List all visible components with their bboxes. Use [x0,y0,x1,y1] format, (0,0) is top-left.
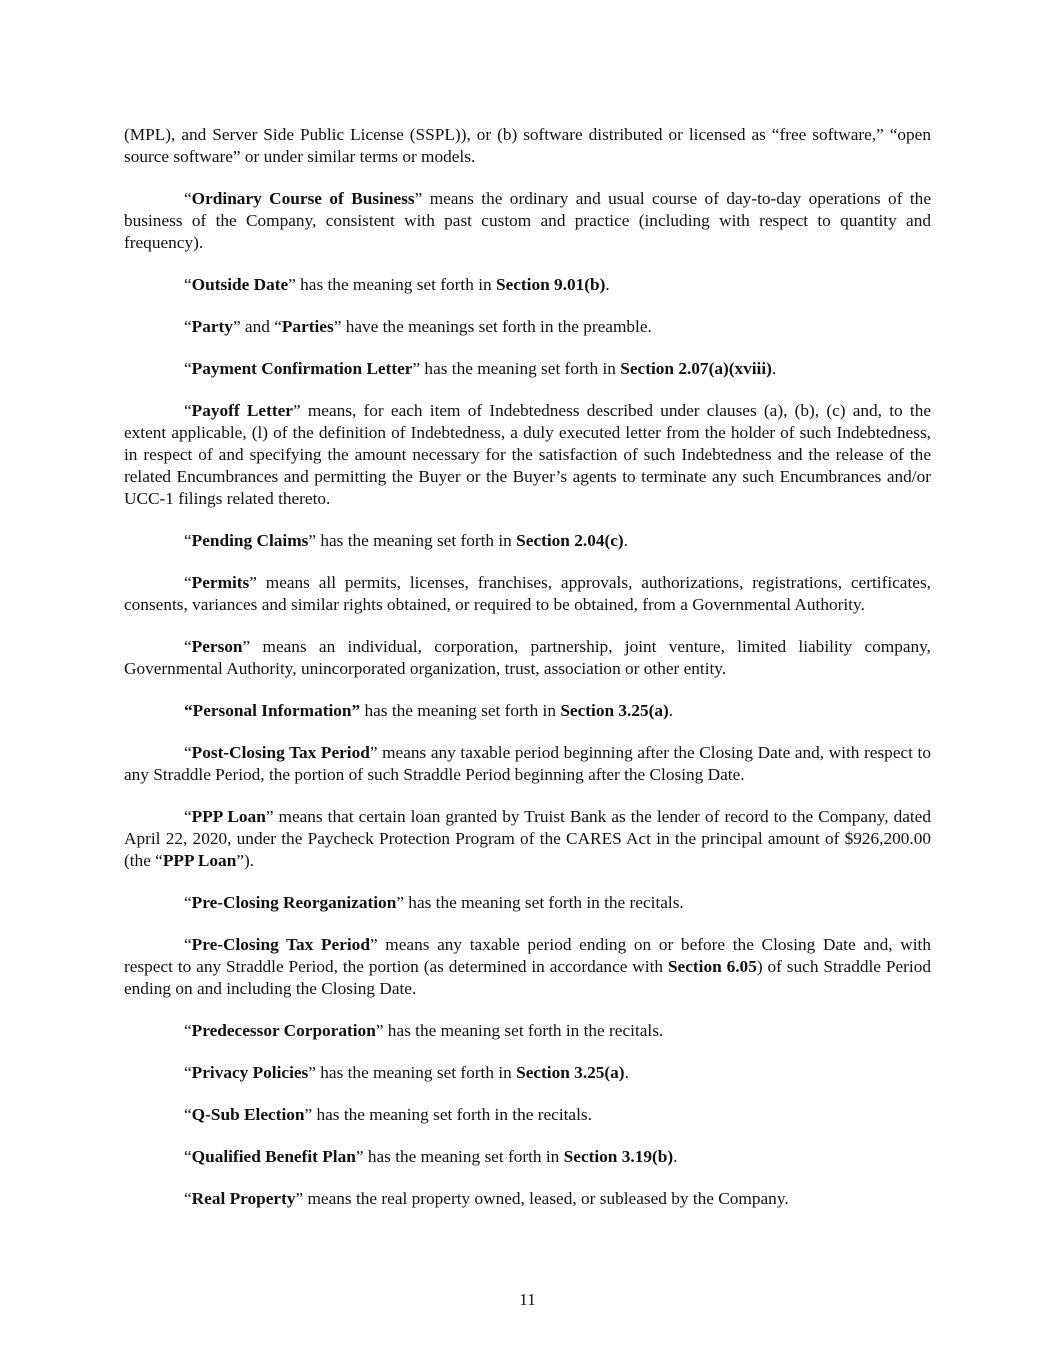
continuation-paragraph [124,124,931,168]
paragraph-text: ” has the meaning set forth in the recitals. [375,1021,664,1040]
paragraph-text: . [605,275,610,294]
defined-term: Section 9.01(b) [495,275,606,294]
paragraph-text: ” has the meaning set forth in the recitals. [396,893,684,912]
paragraph-text: “ [184,1105,192,1124]
defined-term: Payment Confirmation Letter [191,359,413,378]
paragraph-text: . [668,701,674,720]
paragraph-text: . [673,1147,678,1166]
defined-term: Section 2.04(c) [516,531,624,550]
paragraph-text: . [623,531,628,550]
definition-paragraph [124,316,931,338]
defined-term: Real Property [191,1189,296,1208]
defined-term: Section 2.07(a)(xviii) [620,359,772,378]
definition-paragraph [124,274,931,296]
defined-term: Outside Date [191,275,289,294]
paragraph-text: “ [184,1189,192,1208]
paragraph-text: “ [184,531,192,550]
definition-paragraph [124,700,931,722]
defined-term: Pre-Closing Reorganization [191,893,397,912]
document-page [124,124,931,1210]
definition-paragraph [124,188,931,254]
paragraph-text: “ [184,637,192,656]
defined-term: Qualified Benefit Plan [191,1147,356,1166]
paragraph-text: ” means, for each item of Indebtedness described under clauses (a), (b), (c) and, to the extent applicable, (l) of the definition of Indebtedness, a duly executed letter from the holder of such Indebtedness, in respect of and specifying the amount necessary for the satisfaction of such Indebtedness and the release of the related Encumbrances and permitting the Buyer or the Buyer’s agents to terminate any such Encumbrances and/or UCC-1 filings related thereto. [124,401,932,508]
paragraph-text: ” means any taxable period beginning after the Closing Date and, with respect to any Straddle Period, the portion of such Straddle Period beginning after the Closing Date. [124,743,931,784]
paragraph-text: ” has the meaning set forth in the recitals. [304,1105,592,1124]
defined-term: PPP Loan [162,851,237,870]
defined-term: Party [191,317,233,336]
definition-paragraph [124,358,931,380]
paragraph-text: has the meaning set forth in [360,701,561,720]
defined-term: Parties [281,317,334,336]
page-number: 11 [519,1290,536,1309]
defined-term: Section 3.25(a) [560,701,669,720]
definition-paragraph [124,806,931,872]
paragraph-text: . [624,1063,629,1082]
paragraph-text: “ [184,401,192,420]
paragraph-text: “ [184,893,192,912]
defined-term: Section 3.25(a) [516,1063,625,1082]
definition-paragraph [124,1020,931,1042]
paragraph-text: ” means the ordinary and usual course of day-to-day operations of the business of the Company, consistent with past custom and practice (including with respect to quantity and frequency). [124,189,931,252]
paragraph-text: ” has the meaning set forth in [355,1147,564,1166]
paragraph-text: “ [184,1147,192,1166]
paragraph-text: “ [184,1063,192,1082]
paragraph-text: ”). [236,851,255,870]
definition-paragraph [124,1062,931,1084]
paragraph-text: ” means an individual, corporation, partnership, joint venture, limited liability company, Governmental Authority, unincorporated organization, trust, association or other entity. [124,637,931,678]
definition-paragraph [124,636,931,680]
document-body [124,124,931,1210]
defined-term: Section 3.19(b) [563,1147,674,1166]
paragraph-text: ) of such Straddle Period ending on and including the Closing Date. [124,957,931,998]
defined-term: Privacy Policies [191,1063,309,1082]
definition-paragraph [124,1104,931,1126]
paragraph-text: “ [184,573,192,592]
defined-term: Section 6.05 [667,957,757,976]
definition-paragraph [124,530,931,552]
defined-term: Payoff Letter [191,401,293,420]
defined-term: Predecessor Corporation [191,1021,376,1040]
defined-term: Pending Claims [191,531,309,550]
definition-paragraph [124,892,931,914]
paragraph-text: ” has the meaning set forth in [412,359,621,378]
definition-paragraph [124,400,931,510]
paragraph-text: (MPL), and Server Side Public License (SSPL)), or (b) software distributed or licensed as “free software,” “open source software” or under similar terms or models. [124,125,931,166]
definition-paragraph [124,1146,931,1168]
paragraph-text: ” have the meanings set forth in the preamble. [333,317,652,336]
paragraph-text: ” has the meaning set forth in [308,531,517,550]
defined-term: Permits [191,573,250,592]
definition-paragraph [124,1188,931,1210]
paragraph-text: “ [184,317,192,336]
defined-term: Person [191,637,243,656]
paragraph-text: ” means the real property owned, leased, or subleased by the Company. [295,1189,789,1208]
defined-term: “Personal Information” [184,701,361,720]
paragraph-text: “ [184,935,192,954]
paragraph-text: ” and “ [232,317,282,336]
definition-paragraph [124,572,931,616]
paragraph-text: ” has the meaning set forth in [308,1063,517,1082]
defined-term: Post-Closing Tax Period [191,743,370,762]
paragraph-text: ” has the meaning set forth in [288,275,496,294]
paragraph-text: “ [184,275,192,294]
defined-term: Q-Sub Election [191,1105,305,1124]
defined-term: Ordinary Course of Business [191,189,415,208]
paragraph-text: “ [184,189,192,208]
paragraph-text: ” means any taxable period ending on or before the Closing Date and, with respect to any Straddle Period, the portion (as determined in accordance with [124,935,931,976]
paragraph-text: ” means all permits, licenses, franchises, approvals, authorizations, registrations, certificates, consents, variances and similar rights obtained, or required to be obtained, from a Governmental Authority. [124,573,931,614]
definition-paragraph [124,934,931,1000]
paragraph-text: ” means that certain loan granted by Truist Bank as the lender of record to the Company, dated April 22, 2020, under the Paycheck Protection Program of the CARES Act in the principal amount of $926,200.00 (the “ [124,807,931,870]
paragraph-text: “ [184,1021,192,1040]
paragraph-text: “ [184,807,192,826]
paragraph-text: “ [184,359,192,378]
paragraph-text: “ [184,743,192,762]
defined-term: Pre-Closing Tax Period [191,935,370,954]
defined-term: PPP Loan [191,807,266,826]
paragraph-text: . [771,359,777,378]
definition-paragraph [124,742,931,786]
